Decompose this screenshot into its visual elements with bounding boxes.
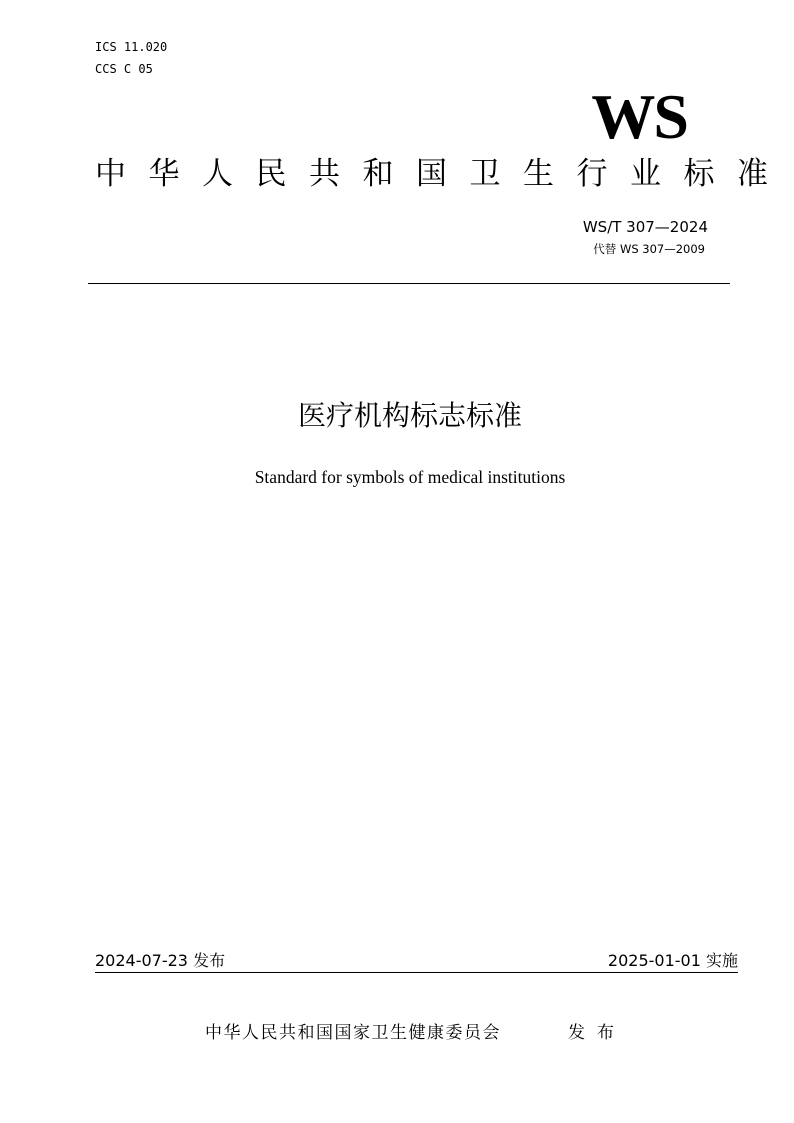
standard-type-heading: 中华人民共和国卫生行业标准 — [95, 156, 791, 192]
ccs-code: CCS C 05 — [95, 62, 153, 76]
ics-code: ICS 11.020 — [95, 40, 168, 54]
issue-date: 2024-07-23 发布 — [95, 951, 226, 970]
replaces-standard: 代替 WS 307—2009 — [593, 242, 705, 256]
publish-label: 发布 — [568, 1023, 626, 1043]
footer-divider — [95, 972, 738, 973]
document-title-chinese: 医疗机构标志标准 — [297, 399, 522, 432]
effective-date: 2025-01-01 实施 — [607, 951, 738, 970]
document-title-english: Standard for symbols of medical institutions — [254, 467, 566, 487]
standard-number: WS/T 307—2024 — [582, 218, 708, 236]
header-divider — [88, 283, 730, 284]
issuing-authority: 中华人民共和国国家卫生健康委员会 — [205, 1023, 501, 1043]
ws-logo: WS — [591, 81, 687, 152]
